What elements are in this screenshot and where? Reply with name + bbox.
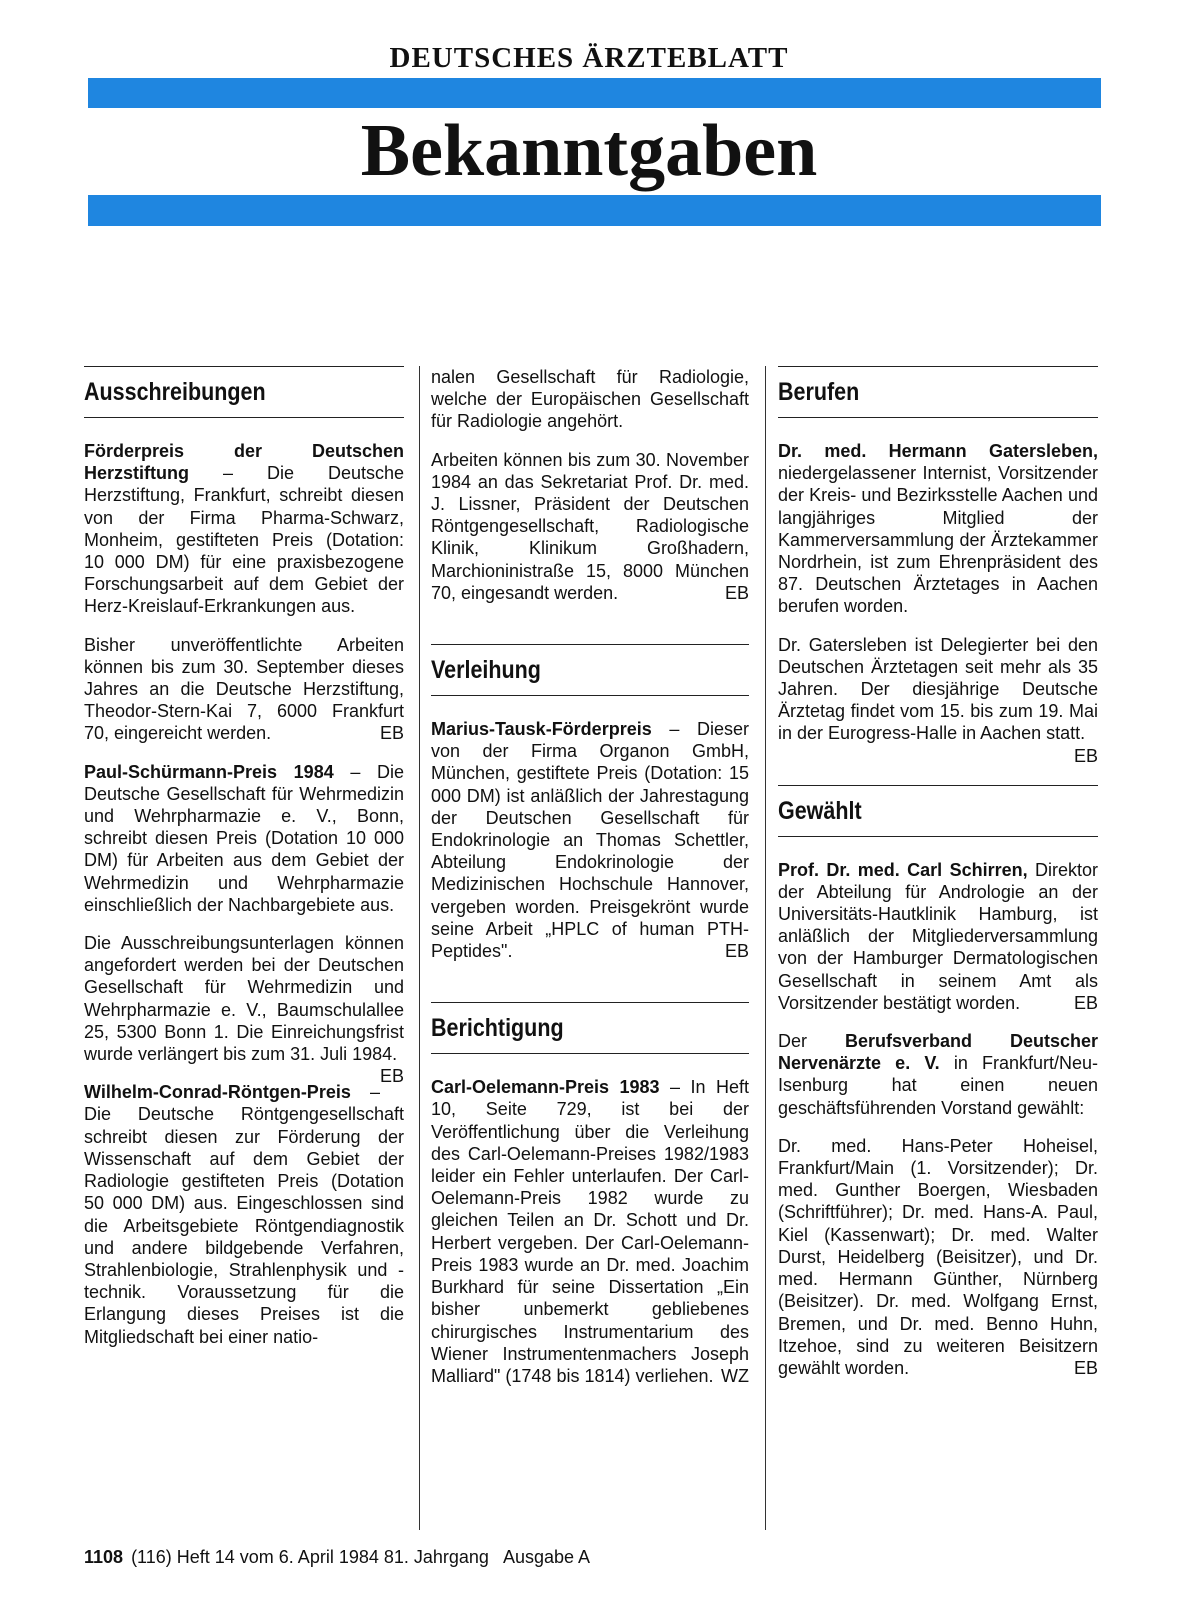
article-paragraph: Dr. med. Hermann Gatersleben, niedergelassener Internist, Vorsitzender der Kreis- und Bezirksstelle Aachen und langjähriges Mitglied der Kammerversammlung der Ärztekammer Nordrhein, ist zum Ehrenpräsident des 87. Deutschen Ärztetages in Aachen berufen worden.	[778, 441, 1098, 617]
column-1	[84, 366, 404, 1364]
blue-band-bottom	[88, 195, 1101, 226]
author-sig: EB	[1073, 992, 1098, 1013]
section-heading: Verleihung	[431, 644, 749, 696]
page-footer	[84, 1547, 590, 1568]
article-paragraph: Dr. Gatersleben ist Delegierter bei den Deutschen Ärztetagen seit mehr als 35 Jahren. Der diesjährige Deutsche Ärztetag findet vom 15. bis zum 19. Mai in der Eurogress-Halle in Aachen statt. EB	[778, 634, 1098, 766]
column-divider	[419, 366, 420, 1530]
page-title: Bekanntgaben	[360, 110, 818, 192]
section-heading: Berufen	[778, 366, 1098, 418]
author-sig: EB	[379, 1066, 404, 1087]
article-paragraph: Carl-Oelemann-Preis 1983 – In Heft 10, Seite 729, ist bei der Veröffentlichung über die Verleihung des Carl-Oelemann-Preises 1982/1983 leider ein Fehler unterlaufen. Der Carl-Oelemann-Preis 1982 wurde zu gleichen Teilen an Dr. Schott und Dr. Herbert vergeben. Der Carl-Oelemann-Preis 1983 wurde an Dr. med. Joachim Burkhard für seine Dissertation „Ein bisher unbemerkt gebliebenes chirurgisches Instrumentarium des Wiener Instrumentenmachers Joseph Malliard" (1748 bis 1814) verliehen. WZ	[431, 1077, 749, 1386]
article-paragraph: Prof. Dr. med. Carl Schirren, Direktor der Abteilung für Andrologie an der Universitäts-Hautklinik Hamburg, ist anläßlich der Mitgliederversammlung von der Hamburger Dermatologischen Gesellschaft in seinem Amt als Vorsitzender bestätigt worden. EB	[778, 859, 1099, 1013]
page-number: 1108	[84, 1547, 124, 1567]
author-sig: EB	[379, 723, 404, 744]
column-3	[778, 366, 1098, 1395]
article-paragraph: Wilhelm-Conrad-Röntgen-Preis – Die Deutsche Röntgengesellschaft schreibt diesen zur Förderung der Wissenschaft auf dem Gebiet der Radiologie gestifteten Preis (Dotation 50 000 DM) aus. Eingeschlossen sind die Arbeitsgebiete Röntgendiagnostik und andere bildgebende Verfahren, Strahlenbiologie, Strahlenphysik und -technik. Voraussetzung für die Erlangung dieses Preises ist die Mitgliedschaft bei einer natio-	[84, 1082, 404, 1347]
article-paragraph: Arbeiten können bis zum 30. November 1984 an das Sekretariat Prof. Dr. med. J. Lissner, Präsident der Deutschen Röntgengesellschaft, Radiologische Klinik, Klinikum Großhadern, Marchioninistraße 15, 8000 München 70, eingesandt werden. EB	[431, 449, 749, 603]
section-heading: Berichtigung	[431, 1002, 749, 1054]
article-paragraph: Bisher unveröffentlichte Arbeiten können bis zum 30. September dieses Jahres an die Deutsche Herzstiftung, Theodor-Stern-Kai 7, 6000 Frankfurt 70, eingereicht werden. EB	[84, 634, 404, 744]
article-paragraph: Förderpreis der Deutschen Herzstiftung – Die Deutsche Herzstiftung, Frankfurt, schreibt diesen von der Firma Pharma-Schwarz, Monheim, gestifteten Preis (Dotation: 10 000 DM) für eine praxisbezogene Forschungsarbeit auf dem Gebiet der Herz-Kreislauf-Erkrankungen aus.	[84, 441, 404, 617]
article-paragraph: Marius-Tausk-Förderpreis – Dieser von der Firma Organon GmbH, München, gestiftete Preis (Dotation: 15 000 DM) ist anläßlich der Jahrestagung der Deutschen Gesellschaft für Endokrinologie an Thomas Schettler, Abteilung Endokrinologie der Medizinischen Hochschule Hannover, vergeben worden. Preisgekrönt wurde seine Arbeit „HPLC of human PTH-Peptides". EB	[431, 719, 749, 962]
author-sig: EB	[724, 941, 749, 962]
article-paragraph: Der Berufsverband Deutscher Nervenärzte e. V. in Frankfurt/Neu-Isenburg hat einen neuen geschäftsführenden Vorstand gewählt:	[778, 1031, 1098, 1118]
author-sig: EB	[724, 582, 749, 603]
column-2	[431, 366, 749, 1403]
article-paragraph: Paul-Schürmann-Preis 1984 – Die Deutsche Gesellschaft für Wehrmedizin und Wehrpharmazie e. V., Bonn, schreibt diesen Preis (Dotation 10 000 DM) für Arbeiten aus dem Gebiet der Wehrmedizin und Wehrpharmazie einschließlich der Nachbargebiete aus.	[84, 761, 404, 915]
section-heading: Gewählt	[778, 785, 1098, 837]
article-paragraph: Die Ausschreibungsunterlagen können angefordert werden bei der Deutschen Gesellschaft für Wehrmedizin und Wehrpharmazie e. V., Baumschulallee 25, 5300 Bonn 1. Die Einreichungsfrist wurde verlängert bis zum 31. Juli 1984. EB	[84, 933, 404, 1087]
issue-info: (116) Heft 14 vom 6. April 1984 81. Jahrgang Ausgabe A	[131, 1547, 591, 1567]
section-heading: Ausschreibungen	[84, 366, 404, 418]
column-divider	[765, 366, 766, 1530]
article-paragraph: nalen Gesellschaft für Radiologie, welche der Europäischen Gesellschaft für Radiologie angehört.	[431, 367, 749, 432]
author-sig: EB	[1073, 1357, 1098, 1378]
author-sig: WZ	[721, 1365, 749, 1386]
article-paragraph: Dr. med. Hans-Peter Hoheisel, Frankfurt/Main (1. Vorsitzender); Dr. med. Gunther Boergen, Wiesbaden (Schriftführer); Dr. med. Hans-A. Paul, Kiel (Kassenwart); Dr. med. Walter Durst, Heidelberg (Beisitzer), und Dr. med. Hermann Günther, Nürnberg (Beisitzer). Dr. med. Wolfgang Ernst, Bremen, und Dr. med. Benno Huhn, Itzehoe, sind zu weiteren Beisitzern gewählt worden. EB	[778, 1135, 1098, 1378]
blue-band-top	[88, 78, 1101, 108]
author-sig: EB	[1073, 745, 1098, 766]
masthead: DEUTSCHES ÄRZTEBLATT	[389, 42, 789, 74]
